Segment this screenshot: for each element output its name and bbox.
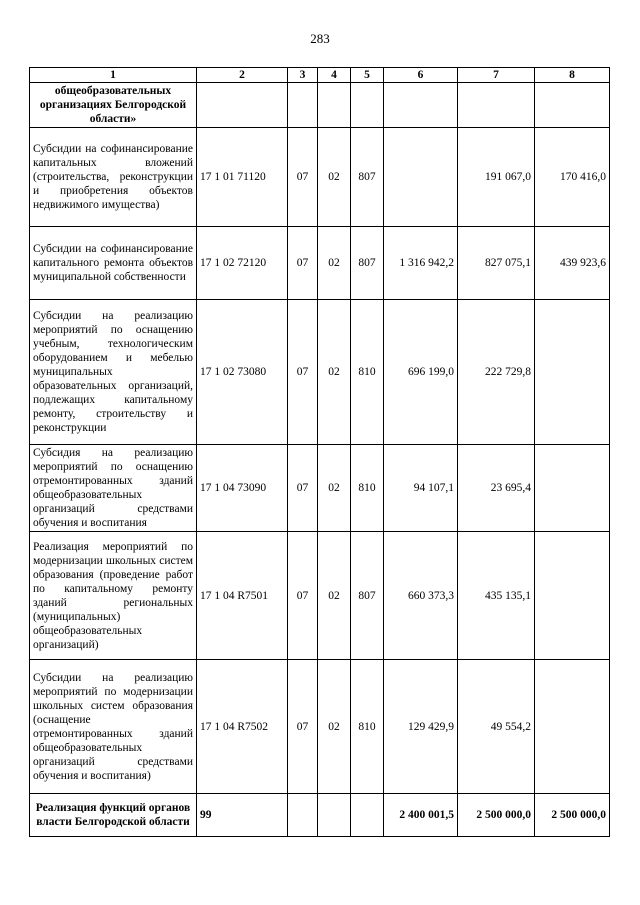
row-section — [288, 83, 318, 128]
row-value-col8 — [535, 445, 610, 532]
row-value-col6: 1 316 942,2 — [384, 227, 458, 300]
row-expense-type — [351, 794, 384, 837]
row-code: 17 1 04 R7502 — [197, 660, 288, 794]
header-row — [30, 68, 610, 83]
row-section — [288, 794, 318, 837]
row-section: 07 — [288, 128, 318, 227]
row-name: Субсидия на реализацию мероприятий по оснащению отремонтированных зданий общеобразовательных организаций средствами обучения и воспитания — [30, 445, 197, 532]
budget-table — [29, 67, 610, 837]
row-expense-type: 807 — [351, 532, 384, 660]
row-subsection: 02 — [318, 300, 351, 445]
row-value-col6: 2 400 001,5 — [384, 794, 458, 837]
header-cell-4: 4 — [318, 68, 351, 83]
row-name: Субсидии на софинансирование капитального ремонта объектов муниципальной собственности — [30, 227, 197, 300]
row-value-col8 — [535, 660, 610, 794]
header-cell-8: 8 — [535, 68, 610, 83]
row-section: 07 — [288, 532, 318, 660]
row-expense-type: 807 — [351, 227, 384, 300]
row-expense-type: 810 — [351, 300, 384, 445]
header-cell-7: 7 — [458, 68, 535, 83]
header-cell-3: 3 — [288, 68, 318, 83]
row-value-col7 — [458, 83, 535, 128]
row-value-col7: 49 554,2 — [458, 660, 535, 794]
table-row — [30, 794, 610, 837]
row-section: 07 — [288, 227, 318, 300]
row-code: 99 — [197, 794, 288, 837]
row-expense-type: 810 — [351, 445, 384, 532]
row-value-col6: 696 199,0 — [384, 300, 458, 445]
row-subsection: 02 — [318, 227, 351, 300]
row-code — [197, 83, 288, 128]
row-code: 17 1 01 71120 — [197, 128, 288, 227]
header-cell-2: 2 — [197, 68, 288, 83]
row-expense-type: 810 — [351, 660, 384, 794]
row-value-col6: 129 429,9 — [384, 660, 458, 794]
row-value-col6 — [384, 83, 458, 128]
row-subsection: 02 — [318, 128, 351, 227]
row-value-col8 — [535, 532, 610, 660]
row-code: 17 1 04 R7501 — [197, 532, 288, 660]
row-subsection — [318, 83, 351, 128]
row-section: 07 — [288, 660, 318, 794]
row-value-col7: 191 067,0 — [458, 128, 535, 227]
row-value-col8 — [535, 300, 610, 445]
row-expense-type: 807 — [351, 128, 384, 227]
row-expense-type — [351, 83, 384, 128]
row-value-col7: 23 695,4 — [458, 445, 535, 532]
row-value-col6: 94 107,1 — [384, 445, 458, 532]
row-value-col8: 170 416,0 — [535, 128, 610, 227]
row-section: 07 — [288, 445, 318, 532]
table-row — [30, 83, 610, 128]
row-value-col8: 2 500 000,0 — [535, 794, 610, 837]
row-name: Реализация функций органов власти Белгородской области — [30, 794, 197, 837]
row-value-col8 — [535, 83, 610, 128]
row-name: Субсидии на реализацию мероприятий по оснащению учебным, технологическим оборудованием и мебелью муниципальных образовательных организаций, подлежащих капитальному ремонту, строительству и реконструкции — [30, 300, 197, 445]
row-name: общеобразовательных организациях Белгородской области» — [30, 83, 197, 128]
table-row — [30, 300, 610, 445]
row-subsection — [318, 794, 351, 837]
page-number: 283 — [310, 31, 330, 46]
row-code: 17 1 02 73080 — [197, 300, 288, 445]
row-value-col8: 439 923,6 — [535, 227, 610, 300]
row-code: 17 1 02 72120 — [197, 227, 288, 300]
table-row — [30, 532, 610, 660]
row-section: 07 — [288, 300, 318, 445]
row-code: 17 1 04 73090 — [197, 445, 288, 532]
table-row — [30, 227, 610, 300]
row-name: Субсидии на реализацию мероприятий по модернизации школьных систем образования (оснащение отремонтированных зданий общеобразовательных организаций средствами обучения и воспитания) — [30, 660, 197, 794]
row-value-col7: 827 075,1 — [458, 227, 535, 300]
row-value-col7: 435 135,1 — [458, 532, 535, 660]
row-name: Реализация мероприятий по модернизации школьных систем образования (проведение работ по капитальному ремонту зданий региональных (муниципальных) общеобразовательных организаций) — [30, 532, 197, 660]
row-subsection: 02 — [318, 445, 351, 532]
header-cell-1: 1 — [30, 68, 197, 83]
row-value-col6 — [384, 128, 458, 227]
row-value-col6: 660 373,3 — [384, 532, 458, 660]
row-value-col7: 222 729,8 — [458, 300, 535, 445]
row-subsection: 02 — [318, 532, 351, 660]
row-name: Субсидии на софинансирование капитальных вложений (строительства, реконструкции и приобретения объектов недвижимого имущества) — [30, 128, 197, 227]
row-subsection: 02 — [318, 660, 351, 794]
table-row — [30, 660, 610, 794]
header-cell-6: 6 — [384, 68, 458, 83]
table-row — [30, 445, 610, 532]
row-value-col7: 2 500 000,0 — [458, 794, 535, 837]
table-row — [30, 128, 610, 227]
header-cell-5: 5 — [351, 68, 384, 83]
